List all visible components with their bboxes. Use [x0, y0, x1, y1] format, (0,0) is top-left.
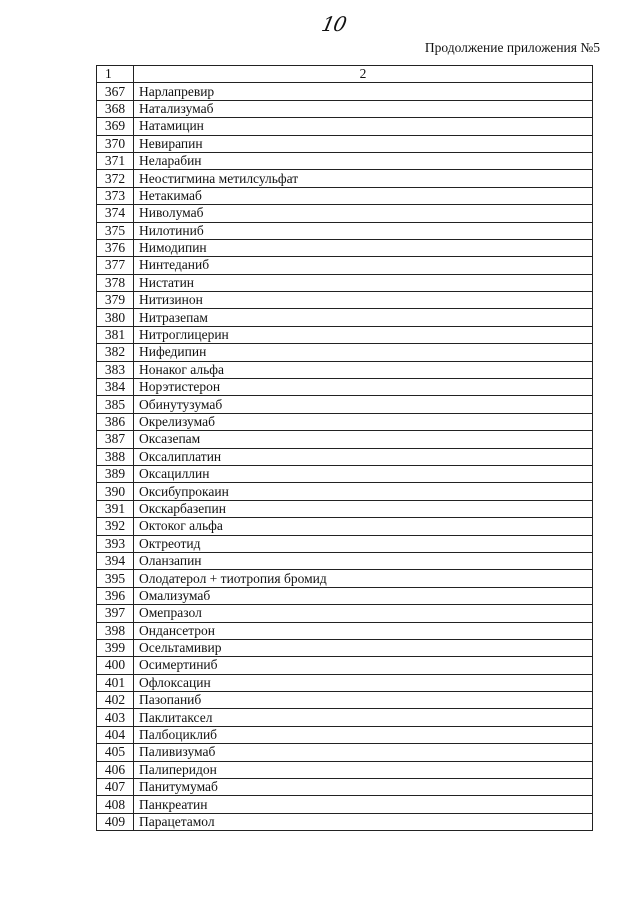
appendix-continuation-note: Продолжение приложения №5 — [424, 40, 600, 55]
table-row — [97, 257, 593, 274]
column-header-name: 2 — [134, 66, 593, 83]
row-number: 378 — [97, 274, 134, 291]
drug-name: Нонаког альфа — [134, 361, 593, 378]
row-number: 370 — [97, 135, 134, 152]
row-number: 403 — [97, 709, 134, 726]
table-row — [97, 674, 593, 691]
row-number: 386 — [97, 413, 134, 430]
table-row — [97, 205, 593, 222]
row-number: 400 — [97, 657, 134, 674]
table-row — [97, 187, 593, 204]
row-number: 385 — [97, 396, 134, 413]
drug-name: Норэтистерон — [134, 379, 593, 396]
drug-list-table — [96, 65, 593, 831]
row-number: 375 — [97, 222, 134, 239]
row-number: 367 — [97, 83, 134, 100]
row-number: 372 — [97, 170, 134, 187]
row-number: 380 — [97, 309, 134, 326]
drug-name: Пазопаниб — [134, 692, 593, 709]
drug-name: Оксациллин — [134, 465, 593, 482]
table-header-row — [97, 66, 593, 83]
drug-name: Палиперидон — [134, 761, 593, 778]
table-row — [97, 361, 593, 378]
table-row — [97, 639, 593, 656]
row-number: 387 — [97, 431, 134, 448]
table-row — [97, 239, 593, 256]
drug-name: Нимодипин — [134, 239, 593, 256]
row-number: 406 — [97, 761, 134, 778]
drug-name: Обинутузумаб — [134, 396, 593, 413]
row-number: 374 — [97, 205, 134, 222]
table-row — [97, 570, 593, 587]
table-row — [97, 622, 593, 639]
row-number: 395 — [97, 570, 134, 587]
row-number: 368 — [97, 100, 134, 117]
drug-name: Окскарбазепин — [134, 500, 593, 517]
table-row — [97, 100, 593, 117]
table-row — [97, 500, 593, 517]
table-row — [97, 779, 593, 796]
row-number: 396 — [97, 587, 134, 604]
table-row — [97, 448, 593, 465]
table-row — [97, 813, 593, 830]
drug-name: Офлоксацин — [134, 674, 593, 691]
table-row — [97, 587, 593, 604]
drug-name: Нитизинон — [134, 292, 593, 309]
drug-name: Оксалиплатин — [134, 448, 593, 465]
drug-name: Неостигмина метилсульфат — [134, 170, 593, 187]
table-row — [97, 465, 593, 482]
row-number: 394 — [97, 552, 134, 569]
drug-name: Осельтамивир — [134, 639, 593, 656]
table-row — [97, 170, 593, 187]
drug-name: Нитроглицерин — [134, 326, 593, 343]
table-row — [97, 152, 593, 169]
table-row — [97, 535, 593, 552]
drug-name: Невирапин — [134, 135, 593, 152]
drug-name: Паливизумаб — [134, 744, 593, 761]
row-number: 376 — [97, 239, 134, 256]
table-row — [97, 431, 593, 448]
table-row — [97, 396, 593, 413]
row-number: 379 — [97, 292, 134, 309]
drug-name: Октреотид — [134, 535, 593, 552]
drug-name: Олодатерол + тиотропия бромид — [134, 570, 593, 587]
row-number: 402 — [97, 692, 134, 709]
row-number: 398 — [97, 622, 134, 639]
row-number: 409 — [97, 813, 134, 830]
drug-name: Нитразепам — [134, 309, 593, 326]
row-number: 393 — [97, 535, 134, 552]
table-row — [97, 744, 593, 761]
row-number: 388 — [97, 448, 134, 465]
drug-name: Натамицин — [134, 118, 593, 135]
row-number: 382 — [97, 344, 134, 361]
table-row — [97, 483, 593, 500]
drug-name: Неларабин — [134, 152, 593, 169]
row-number: 373 — [97, 187, 134, 204]
drug-name: Ондансетрон — [134, 622, 593, 639]
drug-name: Нилотиниб — [134, 222, 593, 239]
table-row — [97, 292, 593, 309]
drug-name: Нинтеданиб — [134, 257, 593, 274]
table-row — [97, 796, 593, 813]
drug-name: Парацетамол — [134, 813, 593, 830]
page-number: 10 — [319, 12, 349, 36]
drug-name: Ниволумаб — [134, 205, 593, 222]
row-number: 392 — [97, 518, 134, 535]
drug-name: Октоког альфа — [134, 518, 593, 535]
drug-name: Осимертиниб — [134, 657, 593, 674]
drug-name: Омепразол — [134, 605, 593, 622]
drug-name: Нистатин — [134, 274, 593, 291]
table-row — [97, 761, 593, 778]
table-row — [97, 222, 593, 239]
table-row — [97, 326, 593, 343]
row-number: 384 — [97, 379, 134, 396]
table-row — [97, 118, 593, 135]
row-number: 405 — [97, 744, 134, 761]
table-row — [97, 657, 593, 674]
row-number: 381 — [97, 326, 134, 343]
row-number: 369 — [97, 118, 134, 135]
drug-name: Оланзапин — [134, 552, 593, 569]
table-row — [97, 274, 593, 291]
row-number: 408 — [97, 796, 134, 813]
row-number: 404 — [97, 726, 134, 743]
row-number: 389 — [97, 465, 134, 482]
drug-name: Паклитаксел — [134, 709, 593, 726]
table-row — [97, 726, 593, 743]
drug-name: Оксазепам — [134, 431, 593, 448]
drug-name: Оксибупрокаин — [134, 483, 593, 500]
column-header-number: 1 — [97, 66, 134, 83]
row-number: 383 — [97, 361, 134, 378]
table-row — [97, 413, 593, 430]
table-row — [97, 309, 593, 326]
drug-name: Омализумаб — [134, 587, 593, 604]
drug-name: Нарлапревир — [134, 83, 593, 100]
table-row — [97, 379, 593, 396]
table-row — [97, 692, 593, 709]
table-row — [97, 709, 593, 726]
drug-name: Панитумумаб — [134, 779, 593, 796]
drug-name: Нифедипин — [134, 344, 593, 361]
drug-name: Натализумаб — [134, 100, 593, 117]
row-number: 371 — [97, 152, 134, 169]
row-number: 390 — [97, 483, 134, 500]
row-number: 377 — [97, 257, 134, 274]
row-number: 397 — [97, 605, 134, 622]
row-number: 391 — [97, 500, 134, 517]
table-row — [97, 552, 593, 569]
table-row — [97, 605, 593, 622]
table-row — [97, 83, 593, 100]
drug-name: Окрелизумаб — [134, 413, 593, 430]
table-row — [97, 135, 593, 152]
table-body — [97, 83, 593, 831]
row-number: 407 — [97, 779, 134, 796]
drug-name: Панкреатин — [134, 796, 593, 813]
table-row — [97, 344, 593, 361]
row-number: 401 — [97, 674, 134, 691]
drug-name: Нетакимаб — [134, 187, 593, 204]
drug-name: Палбоциклиб — [134, 726, 593, 743]
row-number: 399 — [97, 639, 134, 656]
table-row — [97, 518, 593, 535]
